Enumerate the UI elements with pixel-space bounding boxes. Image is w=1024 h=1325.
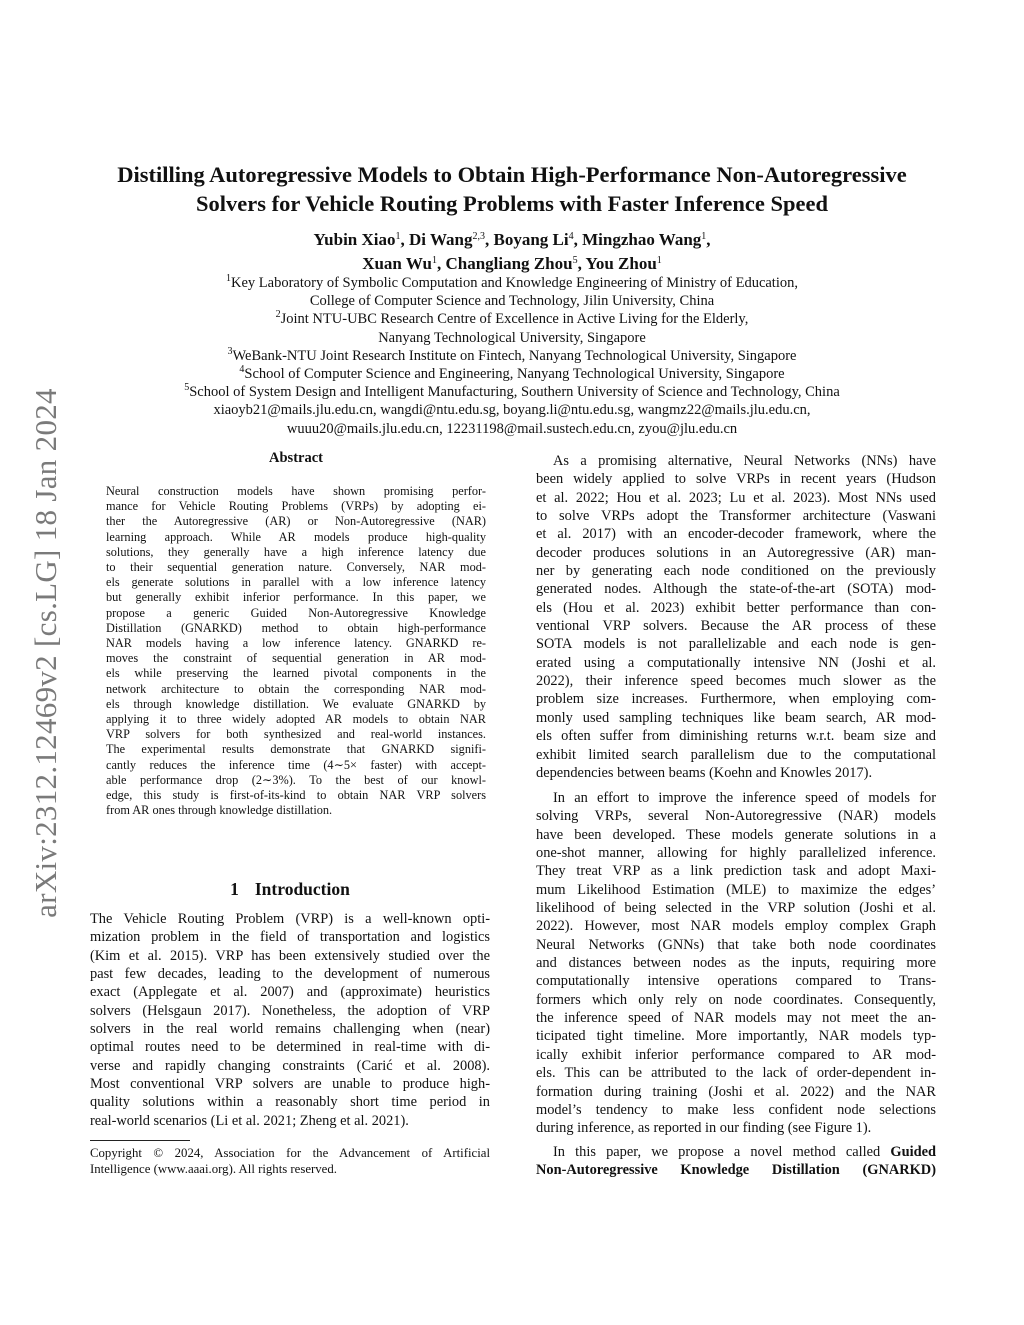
text-line: ventional VRP solvers. Because the AR process of these — [536, 618, 936, 635]
text-line: solving VRPs, several Non-Autoregressive (NAR) models — [536, 808, 936, 825]
author-separator: , — [436, 254, 446, 273]
text-span: In this paper, we propose a novel method called — [553, 1144, 891, 1160]
affiliation-line: College of Computer Science and Technology, Jilin University, China — [309, 293, 715, 310]
text-line: ther the Autoregressive (AR) or Non-Autoregressive (NAR) — [106, 514, 486, 529]
arxiv-stamp — [25, 360, 67, 945]
affiliation-mark: 5 — [184, 382, 190, 394]
text-line: computationally intensive operations compared to Trans- — [536, 973, 936, 990]
text-line: solvers in the real world remains challenging when (near) — [90, 1021, 490, 1038]
text-line: As a promising alternative, Neural Networks (NNs) have — [553, 453, 936, 469]
copyright-footnote — [90, 1146, 490, 1177]
text-line: propose a generic Guided Non-Autoregressive Knowledge — [106, 605, 486, 620]
affiliation-line — [60, 310, 964, 328]
text-line: real-world scenarios (Li et al. 2021; Zheng et al. 2021). — [90, 1112, 409, 1129]
text-line: ically exhibit inferior performance compared to AR mod- — [536, 1046, 936, 1063]
author-affil-mark: 4 — [568, 231, 574, 242]
text-line — [536, 1143, 936, 1161]
text-line: els often suffer from diminishing returns w.r.t. beam size and — [536, 728, 936, 745]
affiliation-text: Key Laboratory of Symbolic Computation and Knowledge Engineering of Ministry of Education, — [231, 275, 798, 291]
text-line: applying it to three widely adopted AR models to obtain NAR — [106, 712, 486, 727]
author-affil-mark: 1 — [656, 255, 662, 266]
author-affil-mark: 1 — [701, 231, 707, 242]
text-line: Distillation (GNARKD) method to obtain high-performance — [106, 620, 486, 635]
text-line: ticipated tight timeline. More importantly, NAR models typ- — [536, 1028, 936, 1045]
text-line: mum Likelihood Estimation (MLE) to maximize the edges’ — [536, 881, 936, 898]
text-line: one-shot manner, allowing for highly parallelized inference. — [536, 845, 936, 862]
text-line: solvers (Helsgaun 2017). Nonetheless, the adoption of VRP — [90, 1002, 490, 1019]
text-line: generated nodes. Although the state-of-the-art (SOTA) mod- — [536, 581, 936, 598]
author-affil-mark: 1 — [395, 231, 401, 242]
author-name: Xuan Wu — [362, 254, 432, 273]
author-separator: , — [706, 230, 711, 249]
author-name: Yubin Xiao — [313, 230, 396, 249]
text-line: mance for Vehicle Routing Problems (VRPs) by adopting ei- — [106, 499, 486, 514]
text-line: formers which only rely on node coordinates. Consequently, — [536, 991, 936, 1008]
affiliation-line — [60, 365, 964, 383]
text-line: quality solutions within a reasonably short time period in — [90, 1094, 490, 1111]
text-line: dependencies between beams (Koehn and Knowles 2017). — [536, 764, 873, 781]
abstract-heading: Abstract — [269, 450, 323, 466]
section-heading — [90, 879, 490, 900]
text-line: et al. 2022; Hou et al. 2023; Lu et al. 2023). Most NNs used — [536, 489, 936, 506]
text-line: learning approach. While AR models produce high-quality — [106, 529, 486, 544]
text-line: exhibit limited search parallelism due to the computational — [536, 746, 936, 763]
text-line: problem size increases. Furthermore, when employing com- — [536, 691, 936, 708]
author-separator: , — [577, 254, 586, 273]
text-line: to their sequential generation nature. Conversely, NAR mod- — [106, 560, 486, 575]
text-line: have been developed. These models generate solutions in a — [536, 826, 936, 843]
text-line: (Kim et al. 2015). VRP has been extensively studied over the — [90, 947, 490, 964]
email-line: wuuu20@mails.jlu.edu.cn, 12231198@mail.sustech.edu.cn, zyou@jlu.edu.cn — [286, 420, 738, 437]
text-line: moves the constraint of sequential generation in AR mod- — [106, 651, 486, 666]
affiliation-mark: 1 — [226, 273, 231, 284]
author-list — [60, 228, 964, 276]
author-name: You Zhou — [585, 254, 657, 273]
text-line: network architecture to obtain the corresponding NAR mod- — [106, 681, 486, 696]
text-line: during inference, as reported in our finding (see Figure 1). — [536, 1120, 872, 1137]
text-line: exact (Applegate et al. 2007) and (approximate) heuristics — [90, 984, 490, 1001]
author-separator: , — [573, 230, 583, 249]
text-line: In an effort to improve the inference speed of models for — [553, 790, 936, 806]
author-affil-mark: 5 — [572, 255, 578, 266]
text-line: Intelligence (www.aaai.org). All rights reserved. — [90, 1161, 337, 1176]
text-line: likelihood of being selected in the VRP solution (Joshi et al. — [536, 900, 936, 917]
text-line: optimal routes need to be determined in real-time with di- — [90, 1039, 490, 1056]
affiliation-line — [60, 347, 964, 365]
text-line: verse and rapidly changing constraints (Carić et al. 2008). — [90, 1057, 490, 1074]
affiliation-line — [60, 274, 964, 292]
text-line: able performance drop (2∼3%). To the best of our knowl- — [106, 772, 486, 787]
abstract-body — [106, 484, 486, 818]
text-line: Copyright © 2024, Association for the Advancement of Artificial — [90, 1146, 490, 1160]
text-line: and distances between nodes as the inputs, requiring more — [536, 955, 936, 972]
text-line: decoder produces solutions in an Autoregressive (AR) man- — [536, 544, 936, 561]
text-line: ner by generating each node conditioned on the previously — [536, 563, 936, 580]
author-name: Boyang Li — [493, 230, 569, 249]
text-line: from AR ones through knowledge distillation. — [106, 803, 333, 818]
intro-paragraph — [90, 910, 490, 1130]
text-line: els. This can be attributed to the lack of order-dependent in- — [536, 1065, 936, 1082]
text-line: 2022). However, most NAR models employ complex Graph — [536, 918, 936, 935]
author-line — [60, 228, 964, 252]
email-line: xiaoyb21@mails.jlu.edu.cn, wangdi@ntu.edu.sg, boyang.li@ntu.edu.sg, wangmz22@mails.jlu.edu.cn, — [213, 402, 811, 419]
text-line: the inference speed of NAR models may not meet the an- — [536, 1010, 936, 1027]
text-line: NAR models having a low inference latency. GNARKD re- — [106, 636, 486, 651]
text-line: Most conventional VRP solvers are unable to produce high- — [90, 1076, 490, 1093]
text-line: els (Hou et al. 2023) exhibit better performance than con- — [536, 599, 936, 616]
right-paragraph-3 — [536, 1143, 936, 1180]
text-line: cantly reduces the inference time (4∼5× faster) with accept- — [106, 757, 486, 772]
right-paragraph-2 — [536, 789, 936, 1138]
affiliation-mark: 3 — [227, 345, 233, 357]
text-line: but generally exhibit inferior performance. In this paper, we — [106, 590, 486, 605]
text-line: model’s tendency to make less confident node selections — [536, 1101, 936, 1118]
author-line — [60, 252, 964, 276]
affiliation-text: WeBank-NTU Joint Research Institute on Fintech, Nanyang Technological University, Singapore — [232, 347, 797, 364]
affiliation-text: School of Computer Science and Engineering, Nanyang Technological University, Singapore — [244, 366, 785, 383]
text-line: SOTA models is not parallelizable and each node is gen- — [536, 636, 936, 653]
section-title: Introduction — [254, 879, 350, 899]
text-line: els through knowledge distillation. We evaluate GNARKD by — [106, 696, 486, 711]
section-number: 1 — [230, 879, 239, 899]
text-line: erated using a computationally intensive NN (Joshi et al. — [536, 654, 936, 671]
method-name-bold: Non-Autoregressive Knowledge Distillation (GNARKD) — [536, 1162, 936, 1179]
author-separator: , — [400, 230, 410, 249]
author-name: Di Wang — [409, 230, 473, 249]
author-name: Mingzhao Wang — [582, 230, 702, 249]
text-line: formation during training (Joshi et al. 2022) and the NAR — [536, 1083, 936, 1100]
affiliation-text: School of System Design and Intelligent Manufacturing, Southern University of Science and Technology, China — [189, 384, 840, 401]
affiliation-mark: 4 — [239, 364, 245, 376]
affiliation-mark: 2 — [275, 309, 281, 321]
text-line: 2022), their inference speed becomes much slower as the — [536, 673, 936, 690]
right-paragraph-1 — [536, 452, 936, 782]
author-affil-mark: 2,3 — [472, 231, 485, 242]
text-line: et al. 2017) with an encoder-decoder framework, where the — [536, 526, 936, 543]
text-line: VRP solvers for both synthesized and real-world instances. — [106, 727, 486, 742]
text-line: Neural Networks (GNNs) that take both node coordinates — [536, 936, 936, 953]
method-name-bold: Guided — [890, 1144, 936, 1160]
author-affil-mark: 1 — [431, 255, 437, 266]
text-line: Neural construction models have shown promising perfor- — [106, 484, 486, 498]
text-line: They treat VRP as a link prediction task and adopt Maxi- — [536, 863, 936, 880]
affiliations — [60, 274, 964, 438]
author-name: Changliang Zhou — [445, 254, 573, 273]
text-line: past few decades, leading to the development of numerous — [90, 966, 490, 983]
text-line: els while preserving the learned pivotal components in the — [106, 666, 486, 681]
text-line: The Vehicle Routing Problem (VRP) is a well-known opti- — [90, 911, 490, 927]
title-line: Distilling Autoregressive Models to Obtain High-Performance Non-Autoregressive — [117, 162, 907, 187]
paper-title — [60, 160, 964, 218]
text-line: edge, this study is first-of-its-kind to obtain NAR VRP solvers — [106, 788, 486, 803]
text-line: monly used sampling techniques like beam search, AR mod- — [536, 709, 936, 726]
text-line: The experimental results demonstrate that GNARKD signifi- — [106, 742, 486, 757]
title-line: Solvers for Vehicle Routing Problems with Faster Inference Speed — [195, 191, 829, 216]
text-line: els generate solutions in parallel with a low inference latency — [106, 575, 486, 590]
text-line: been widely applied to solve VRPs in recent years (Hudson — [536, 471, 936, 488]
text-line: to solve VRPs adopt the Transformer architecture (Vaswani — [536, 508, 936, 525]
affiliation-line: Nanyang Technological University, Singapore — [378, 329, 646, 346]
arxiv-id[interactable]: arXiv:2312.12469v2 [cs.LG] 18 Jan 2024 — [28, 387, 63, 918]
author-separator: , — [484, 230, 494, 249]
footnote-rule — [90, 1140, 190, 1141]
affiliation-text: Joint NTU-UBC Research Centre of Excellence in Active Living for the Elderly, — [280, 311, 749, 328]
affiliation-line — [60, 383, 964, 401]
text-line: solutions, they generally have a high inference latency due — [106, 544, 486, 559]
text-line: mization problem in the field of transportation and logistics — [90, 929, 490, 946]
